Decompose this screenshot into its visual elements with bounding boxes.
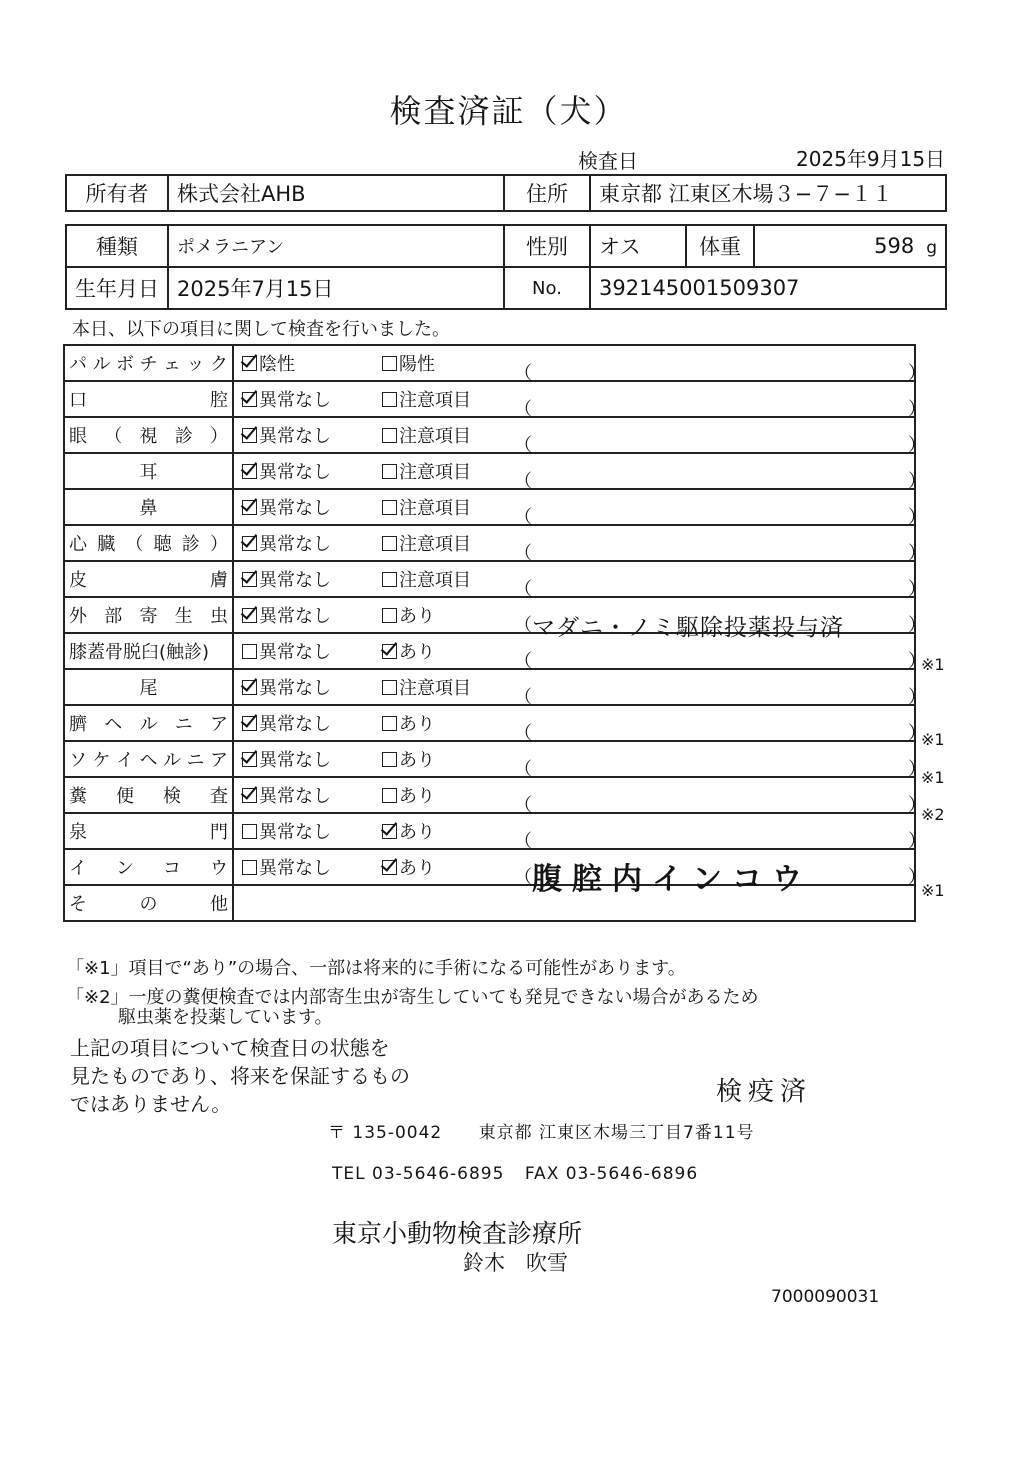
open-paren: （ bbox=[514, 687, 532, 708]
document-title: 検査済証（犬） bbox=[389, 92, 628, 130]
close-paren: ） bbox=[908, 435, 926, 456]
intro-text: 本日、以下の項目に関して検査を行いました。 bbox=[72, 319, 450, 340]
no-value: 392145001509307 bbox=[590, 267, 946, 309]
item-name: 外 部 寄 生 虫 bbox=[69, 606, 228, 627]
open-paren: （ bbox=[514, 471, 532, 492]
checked-checkbox-icon[interactable] bbox=[242, 392, 257, 407]
result-option-1[interactable] bbox=[242, 602, 374, 628]
result-option-1[interactable] bbox=[242, 422, 374, 448]
item-name: 膝蓋骨脱臼(触診) bbox=[69, 642, 210, 663]
checked-checkbox-icon[interactable] bbox=[242, 536, 257, 551]
item-name: 臍 ヘ ル ニ ア bbox=[69, 714, 228, 735]
quarantine-stamp: 検疫済 bbox=[716, 1077, 813, 1107]
open-paren: （ bbox=[514, 651, 532, 672]
owner-table bbox=[65, 174, 947, 212]
footnote-1: 「※1」項目で“あり”の場合、一部は将来的に手術になる可能性があります。 bbox=[66, 958, 686, 979]
disclaimer-line2: 見たものであり、将来を保証するもの bbox=[70, 1064, 410, 1088]
option-label: あり bbox=[399, 822, 435, 843]
item-name-cell bbox=[64, 633, 233, 669]
result-option-1[interactable] bbox=[242, 818, 374, 844]
item-name-cell bbox=[64, 489, 233, 525]
item-result-cell bbox=[233, 597, 926, 641]
result-option-1[interactable] bbox=[242, 638, 374, 664]
result-option-1[interactable] bbox=[242, 746, 374, 772]
result-option-2[interactable] bbox=[382, 674, 514, 700]
item-name: イ ン コ ウ bbox=[69, 858, 228, 879]
item-result-cell bbox=[233, 813, 926, 852]
option-label: 注意項目 bbox=[399, 462, 471, 483]
result-option-1[interactable] bbox=[242, 386, 374, 412]
result-option-1[interactable] bbox=[242, 566, 374, 592]
birth-label: 生年月日 bbox=[66, 267, 168, 309]
contact-line bbox=[332, 1164, 698, 1184]
result-option-1[interactable] bbox=[242, 350, 374, 376]
option-label: あり bbox=[399, 606, 435, 627]
address-label: 住所 bbox=[504, 175, 590, 211]
checkbox-icon[interactable] bbox=[382, 608, 397, 623]
open-paren: （ bbox=[514, 795, 532, 816]
breed-label: 種類 bbox=[66, 225, 168, 267]
option-label: 異常なし bbox=[259, 426, 331, 447]
option-label: 異常なし bbox=[259, 714, 331, 735]
item-name: 鼻 bbox=[139, 498, 158, 519]
open-paren: （ bbox=[514, 867, 532, 888]
item-name-cell bbox=[64, 849, 233, 885]
breed-value: ポメラニアン bbox=[168, 225, 504, 267]
option-label: 異常なし bbox=[259, 642, 331, 663]
result-option-2[interactable] bbox=[382, 386, 514, 412]
other-label: そ の 他 bbox=[69, 894, 228, 915]
remark-note: 腹腔内インコウ bbox=[532, 862, 812, 897]
item-result-cell bbox=[233, 525, 926, 564]
table-row bbox=[64, 525, 915, 561]
checked-checkbox-icon[interactable] bbox=[242, 572, 257, 587]
item-name-cell bbox=[64, 417, 233, 453]
option-label: 異常なし bbox=[259, 858, 331, 879]
weight-cell bbox=[754, 225, 946, 267]
option-label: あり bbox=[399, 642, 435, 663]
option-label: 注意項目 bbox=[399, 570, 471, 591]
checked-checkbox-icon[interactable] bbox=[382, 644, 397, 659]
checked-checkbox-icon[interactable] bbox=[382, 824, 397, 839]
clinic-name: 東京小動物検査診療所 bbox=[332, 1219, 583, 1248]
item-name-cell bbox=[64, 705, 233, 741]
item-result-cell bbox=[233, 561, 926, 600]
checkbox-icon[interactable] bbox=[382, 680, 397, 695]
result-option-2[interactable] bbox=[382, 854, 514, 880]
open-paren: （ bbox=[514, 507, 532, 528]
table-row bbox=[64, 741, 915, 777]
item-name: ソ ケ イ ヘ ル ニ ア bbox=[69, 750, 228, 771]
checkbox-icon[interactable] bbox=[382, 356, 397, 371]
exam-date: 2025年9月15日 bbox=[796, 147, 946, 171]
result-option-1[interactable] bbox=[242, 530, 374, 556]
result-option-2[interactable] bbox=[382, 350, 514, 376]
open-paren: （ bbox=[514, 759, 532, 780]
open-paren: （ bbox=[514, 615, 532, 636]
table-row bbox=[64, 489, 915, 525]
close-paren: ） bbox=[908, 579, 926, 600]
close-paren: ） bbox=[908, 615, 926, 636]
table-row bbox=[64, 381, 915, 417]
table-row bbox=[64, 849, 915, 885]
no-label: No. bbox=[504, 267, 590, 309]
table-row bbox=[64, 561, 915, 597]
close-paren: ） bbox=[908, 507, 926, 528]
clinic-address bbox=[328, 1118, 755, 1143]
checked-checkbox-icon[interactable] bbox=[242, 716, 257, 731]
tel-number: TEL 03-5646-6895 bbox=[332, 1164, 505, 1184]
table-row bbox=[64, 777, 915, 813]
option-label: 異常なし bbox=[259, 498, 331, 519]
open-paren: （ bbox=[514, 723, 532, 744]
table-row bbox=[64, 345, 915, 381]
item-result-cell bbox=[233, 849, 926, 897]
option-label: 注意項目 bbox=[399, 498, 471, 519]
checkbox-icon[interactable] bbox=[382, 428, 397, 443]
item-result-cell bbox=[233, 381, 926, 420]
checkbox-icon[interactable] bbox=[382, 752, 397, 767]
option-label: 陽性 bbox=[399, 354, 435, 375]
option-label: 異常なし bbox=[259, 678, 331, 699]
result-option-1[interactable] bbox=[242, 458, 374, 484]
table-row bbox=[64, 597, 915, 633]
result-option-2[interactable] bbox=[382, 782, 514, 808]
item-name: 口 腔 bbox=[69, 390, 228, 411]
checked-checkbox-icon[interactable] bbox=[242, 500, 257, 515]
open-paren: （ bbox=[514, 399, 532, 420]
footnote-mark: ※1 bbox=[921, 654, 945, 674]
footnote-mark: ※2 bbox=[921, 805, 945, 825]
sex-value: オス bbox=[590, 225, 686, 267]
vet-name: 鈴木 吹雪 bbox=[463, 1251, 568, 1275]
item-name: 眼 （ 視 診 ） bbox=[69, 426, 228, 447]
weight-unit: g bbox=[926, 238, 937, 258]
checkbox-icon[interactable] bbox=[382, 392, 397, 407]
open-paren: （ bbox=[514, 363, 532, 384]
option-label: あり bbox=[399, 750, 435, 771]
option-label: あり bbox=[399, 858, 435, 879]
table-row bbox=[64, 453, 915, 489]
option-label: 異常なし bbox=[259, 822, 331, 843]
item-name-cell bbox=[64, 381, 233, 417]
result-option-2[interactable] bbox=[382, 422, 514, 448]
item-name-cell bbox=[64, 345, 233, 381]
animal-table bbox=[65, 224, 947, 310]
close-paren: ） bbox=[908, 795, 926, 816]
item-result-cell bbox=[233, 705, 926, 744]
checked-checkbox-icon[interactable] bbox=[242, 788, 257, 803]
item-result-cell bbox=[233, 417, 926, 456]
item-result-cell bbox=[233, 453, 926, 492]
open-paren: （ bbox=[514, 543, 532, 564]
item-name: 耳 bbox=[139, 462, 158, 483]
open-paren: （ bbox=[514, 435, 532, 456]
checked-checkbox-icon[interactable] bbox=[242, 464, 257, 479]
table-row bbox=[64, 417, 915, 453]
item-name: 糞 便 検 査 bbox=[69, 786, 228, 807]
birth-value: 2025年7月15日 bbox=[168, 267, 504, 309]
item-result-cell bbox=[233, 345, 926, 384]
result-option-2[interactable] bbox=[382, 638, 514, 664]
disclaimer-line1: 上記の項目について検査日の状態を bbox=[70, 1036, 390, 1060]
owner-value: 株式会社AHB bbox=[168, 175, 504, 211]
open-paren: （ bbox=[514, 831, 532, 852]
option-label: 異常なし bbox=[259, 462, 331, 483]
disclaimer bbox=[70, 1034, 410, 1118]
option-label: 注意項目 bbox=[399, 426, 471, 447]
checkbox-icon[interactable] bbox=[242, 860, 257, 875]
checkbox-icon[interactable] bbox=[382, 788, 397, 803]
address-value: 東京都 江東区木場３−７−１１ bbox=[590, 175, 946, 211]
exam-date-label: 検査日 bbox=[578, 149, 638, 173]
option-label: あり bbox=[399, 786, 435, 807]
item-name-cell bbox=[64, 453, 233, 489]
checked-checkbox-icon[interactable] bbox=[242, 680, 257, 695]
owner-label: 所有者 bbox=[66, 175, 168, 211]
item-name-cell bbox=[64, 525, 233, 561]
result-option-2[interactable] bbox=[382, 746, 514, 772]
checked-checkbox-icon[interactable] bbox=[242, 428, 257, 443]
item-result-cell bbox=[233, 777, 926, 816]
footnote-mark: ※1 bbox=[921, 767, 945, 787]
result-option-2[interactable] bbox=[382, 710, 514, 736]
option-label: 異常なし bbox=[259, 750, 331, 771]
checkbox-icon[interactable] bbox=[382, 716, 397, 731]
item-name-cell bbox=[64, 777, 233, 813]
fax-number: FAX 03-5646-6896 bbox=[524, 1164, 699, 1184]
item-name: 心 臓 （ 聴 診 ） bbox=[69, 534, 228, 555]
result-option-2[interactable] bbox=[382, 494, 514, 520]
option-label: 注意項目 bbox=[399, 534, 471, 555]
footnote-2-line2: 駆虫薬を投薬しています。 bbox=[118, 1007, 333, 1028]
close-paren: ） bbox=[908, 651, 926, 672]
checked-checkbox-icon[interactable] bbox=[242, 608, 257, 623]
checked-checkbox-icon[interactable] bbox=[382, 860, 397, 875]
checkbox-icon[interactable] bbox=[382, 464, 397, 479]
close-paren: ） bbox=[908, 867, 926, 888]
result-option-2[interactable] bbox=[382, 458, 514, 484]
item-name: パ ル ボ チ ェ ッ ク bbox=[69, 354, 228, 375]
result-option-1[interactable] bbox=[242, 710, 374, 736]
item-name: 皮 膚 bbox=[69, 570, 228, 591]
table-row bbox=[64, 669, 915, 705]
weight-label: 体重 bbox=[686, 225, 754, 267]
option-label: 異常なし bbox=[259, 390, 331, 411]
close-paren: ） bbox=[908, 399, 926, 420]
option-label: 注意項目 bbox=[399, 390, 471, 411]
item-name-cell bbox=[64, 669, 233, 705]
table-row bbox=[64, 813, 915, 849]
other-label-cell bbox=[64, 885, 233, 921]
item-name: 尾 bbox=[139, 678, 158, 699]
checked-checkbox-icon[interactable] bbox=[242, 356, 257, 371]
footnote-mark: ※1 bbox=[921, 880, 945, 900]
item-name: 泉 門 bbox=[69, 822, 228, 843]
close-paren: ） bbox=[908, 723, 926, 744]
option-label: あり bbox=[399, 714, 435, 735]
close-paren: ） bbox=[908, 543, 926, 564]
option-label: 異常なし bbox=[259, 570, 331, 591]
remark-note: マダニ・ノミ駆除投薬投与済 bbox=[532, 615, 844, 641]
checkbox-icon[interactable] bbox=[382, 500, 397, 515]
footnote-2-line1: 「※2」一度の糞便検査では内部寄生虫が寄生していても発見できない場合があるため bbox=[66, 987, 759, 1008]
serial-number: 7000090031 bbox=[771, 1287, 880, 1307]
result-option-2[interactable] bbox=[382, 602, 514, 628]
checkbox-icon[interactable] bbox=[242, 644, 257, 659]
result-option-2[interactable] bbox=[382, 530, 514, 556]
item-result-cell bbox=[233, 489, 926, 528]
item-result-cell bbox=[233, 669, 926, 708]
option-label: 異常なし bbox=[259, 606, 331, 627]
checked-checkbox-icon[interactable] bbox=[242, 752, 257, 767]
table-row bbox=[64, 705, 915, 741]
result-option-1[interactable] bbox=[242, 674, 374, 700]
result-option-1[interactable] bbox=[242, 782, 374, 808]
item-name-cell bbox=[64, 741, 233, 777]
option-label: 陰性 bbox=[259, 354, 295, 375]
result-option-1[interactable] bbox=[242, 854, 374, 880]
close-paren: ） bbox=[908, 363, 926, 384]
result-option-1[interactable] bbox=[242, 494, 374, 520]
postal-code: 〒 135-0042 bbox=[328, 1123, 443, 1143]
checkbox-icon[interactable] bbox=[242, 824, 257, 839]
option-label: 異常なし bbox=[259, 534, 331, 555]
disclaimer-line3: ではありません。 bbox=[70, 1092, 232, 1116]
option-label: 異常なし bbox=[259, 786, 331, 807]
weight-value: 598 bbox=[874, 234, 915, 258]
inspection-items-table bbox=[63, 344, 926, 922]
item-name-cell bbox=[64, 813, 233, 849]
sex-label: 性別 bbox=[504, 225, 590, 267]
close-paren: ） bbox=[908, 759, 926, 780]
item-result-cell bbox=[233, 741, 926, 780]
footnote-mark: ※1 bbox=[921, 730, 945, 749]
result-option-2[interactable] bbox=[382, 818, 514, 844]
item-name-cell bbox=[64, 597, 233, 633]
open-paren: （ bbox=[514, 579, 532, 600]
item-name-cell bbox=[64, 561, 233, 597]
option-label: 注意項目 bbox=[399, 678, 471, 699]
close-paren: ） bbox=[908, 471, 926, 492]
close-paren: ） bbox=[908, 831, 926, 852]
result-option-2[interactable] bbox=[382, 566, 514, 592]
checkbox-icon[interactable] bbox=[382, 536, 397, 551]
clinic-address-text: 東京都 江東区木場三丁目7番11号 bbox=[478, 1123, 755, 1143]
close-paren: ） bbox=[908, 687, 926, 708]
checkbox-icon[interactable] bbox=[382, 572, 397, 587]
